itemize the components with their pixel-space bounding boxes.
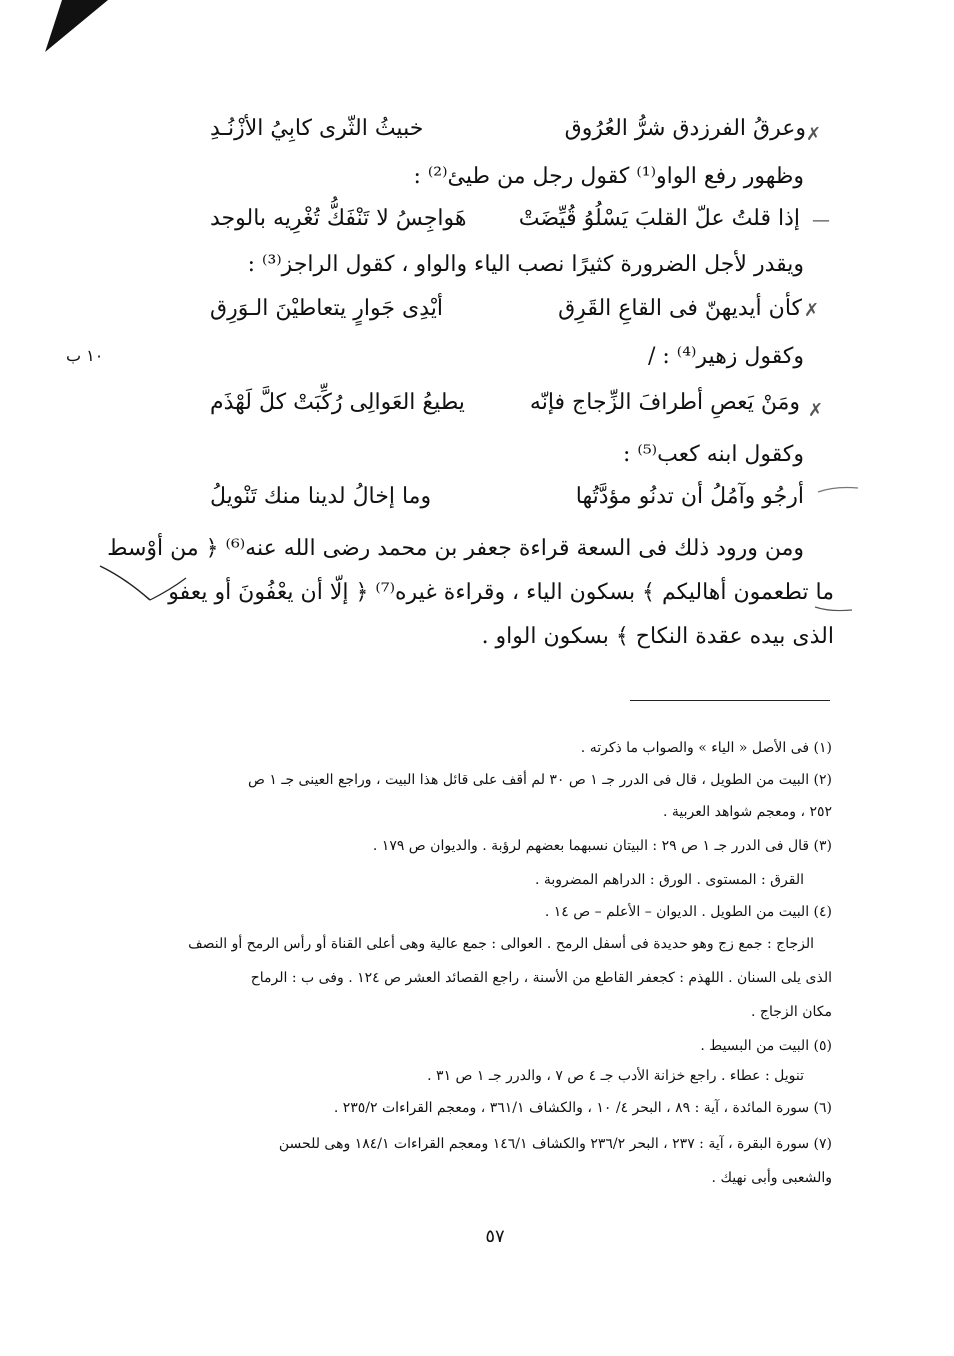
- footnote-line: (٢) البيت من الطويل ، قال فى الدرر جـ ١ ص ٣٠ لم أقف على قائل هذا البيت ، وراجع العينى جـ ١ ص: [247, 772, 832, 788]
- paragraph-line: الذى بيده عقدة النكاح ﴾ بسكون الواو .: [481, 624, 834, 649]
- verse-1: [210, 116, 806, 150]
- footnote-line: الذى يلى السنان . اللهذم : كجعفر القاطع من الأسنة ، راجع القصائد العشر ص ١٢٤ . وفى ب : الرماح: [250, 970, 832, 986]
- text-line: وكقول زهير⁽⁴⁾ : /: [647, 344, 804, 369]
- footnote-line: (٦) سورة المائدة ، آية : ٨٩ ، البحر ٤/ ١٠ ، والكشاف ٣٦١/١ ، ومعجم القراءات ٢٣٥/٢ .: [333, 1100, 832, 1116]
- verse-hemistich: خبيثُ الثّرى كابِيُ الأزْنُـدِ: [210, 116, 424, 141]
- page-number: ٥٧: [485, 1226, 505, 1247]
- paragraph-line: ما تطعمون أهاليكم ﴾ بسكون الياء ، وقراءة غيره⁽⁷⁾ ﴿ إلّا أن يعْفُونَ أو يعفو: [168, 580, 834, 605]
- footnote-line: ٢٥٢ ، ومعجم شواهد العربية .: [663, 804, 832, 820]
- verse-hemistich: ومَنْ يَعصِ أطرافَ الزِّجاج فإنّه: [529, 390, 800, 415]
- verse-hemistich: وما إخالُ لدينا منك تَنْويلُ: [210, 484, 432, 509]
- verse-hemistich: يطيعُ العَوالِى رُكِّبَتْ كلَّ لَهْذَم: [210, 390, 465, 415]
- verse-hemistich: إذا قلتُ علّ القلبَ يَسْلُوُ قُيِّضَتْ: [518, 206, 800, 231]
- margin-folio-note: ١٠ ب: [66, 346, 104, 365]
- verse-hemistich: وعرقُ الفرزدق شرُّ العُرُوق: [564, 116, 806, 141]
- verse-hemistich: أرجُو وآمُلُ أن تدنُو مؤدَّتُها: [575, 484, 804, 509]
- verse-hemistich: أيْدِى جَوارٍ يتعاطيْنَ الـوَرِق: [210, 296, 443, 321]
- footnote-line: (٧) سورة البقرة ، آية : ٢٣٧ ، البحر ٢٣٦/٢ والكشاف ١٤٦/١ ومعجم القراءات ١٨٤/١ وهى للحسن: [278, 1136, 832, 1152]
- text-line: ويقدر لأجل الضرورة كثيرًا نصب الياء والواو ، كقول الراجز⁽³⁾ :: [247, 252, 804, 277]
- pencil-x-mark: ✗: [808, 400, 824, 421]
- pencil-dash-mark: —: [812, 210, 830, 231]
- pencil-x-mark: ✗: [804, 300, 820, 321]
- paragraph-line: ومن ورود ذلك فى السعة قراءة جعفر بن محمد رضى الله عنه⁽⁶⁾ ﴿ من أوْسط: [107, 536, 804, 561]
- footnote-separator: [630, 700, 830, 701]
- verse-hemistich: هَواجِسُ لا تَنْفَكُّ تُغْرِيه بالوجد: [210, 206, 467, 231]
- verse-5: [210, 484, 804, 518]
- pencil-x-mark: ✗: [806, 124, 822, 145]
- footnote-line: والشعبى وأبى نهيك .: [711, 1170, 832, 1186]
- footnote-line: (٥) البيت من البسيط .: [700, 1038, 832, 1054]
- verse-4: [210, 390, 800, 424]
- footnote-line: مكان الزجاج .: [751, 1004, 832, 1020]
- footnote-line: (٤) البيت من الطويل . الديوان – الأعلم – ص ١٤ .: [544, 904, 832, 920]
- text-line: وكقول ابنه كعب⁽⁵⁾ :: [623, 442, 804, 467]
- footnote-line: (٣) قال فى الدرر جـ ١ ص ٢٩ : البيتان نسبهما بعضهم لرؤبة . والديوان ص ١٧٩ .: [372, 838, 832, 854]
- footnote-line: القرق : المستوى . الورق : الدراهم المضروبة .: [534, 872, 804, 888]
- verse-3: [210, 296, 802, 330]
- text-line: وظهور رفع الواو⁽¹⁾ كقول رجل من طيئ⁽²⁾ :: [413, 164, 804, 189]
- footnote-line: تنويل : عطاء . راجع خزانة الأدب جـ ٤ ص ٧ ، والدرر جـ ١ ص ٣١ .: [427, 1068, 804, 1084]
- footnote-line: (١) فى الأصل « الياء » والصواب ما ذكرته .: [580, 740, 832, 756]
- footnote-line: الزجاج : جمع زج وهو حديدة فى أسفل الرمح . العوالى : جمع عالية وهى أعلى القناة أو رأس الرمح أو النصف: [188, 936, 814, 952]
- verse-hemistich: كأن أيديهنّ فى القاعِ القَرِق: [558, 296, 802, 321]
- verse-2: [210, 206, 800, 240]
